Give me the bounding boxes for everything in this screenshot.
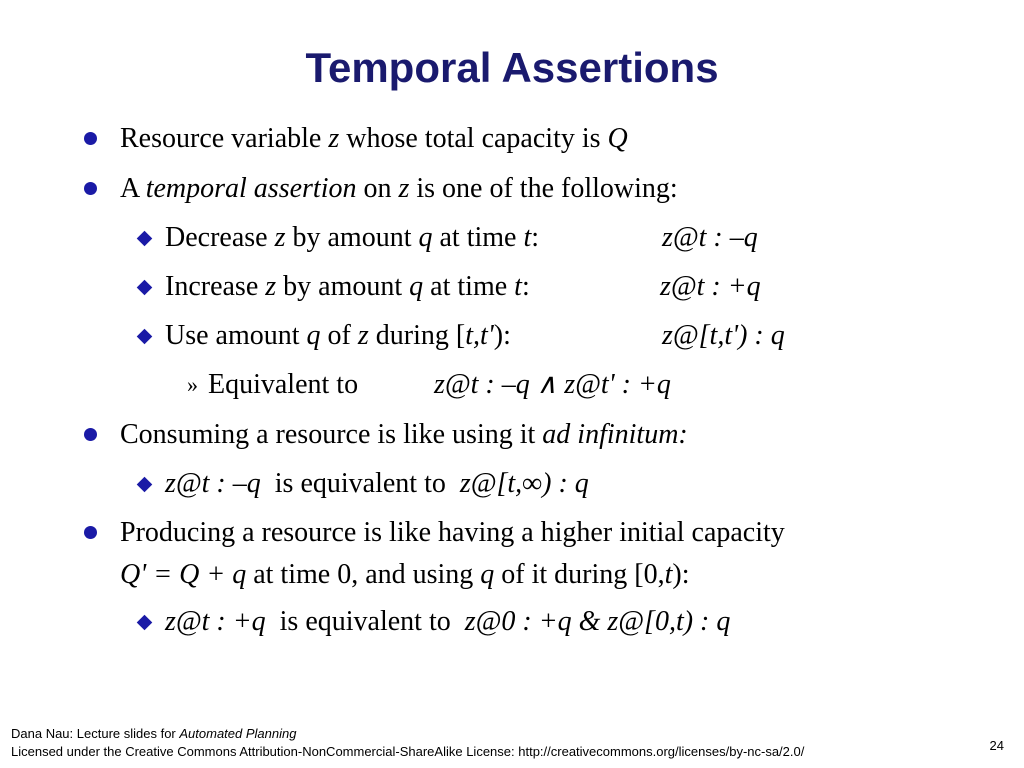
text: at time: [432, 222, 524, 253]
text: Decrease: [165, 222, 275, 253]
text: of it during [0,: [494, 559, 665, 590]
var-q: q: [409, 271, 424, 302]
footer-text: Dana Nau: Lecture slides for: [11, 726, 180, 741]
diamond-bullet-icon: [137, 615, 153, 631]
text: by amount: [285, 222, 419, 253]
text: ):: [672, 559, 690, 590]
sub-producing-equivalence: [165, 605, 730, 639]
text: Resource variable: [120, 123, 329, 154]
diamond-bullet-icon: [137, 231, 153, 247]
text: Increase: [165, 271, 266, 302]
var-z: z: [357, 320, 369, 351]
page-number: 24: [989, 738, 1004, 753]
bullet-dot: [84, 428, 97, 441]
text: :: [531, 222, 540, 253]
formula: z@t : +q: [165, 606, 266, 637]
emphasis: ad infinitum:: [542, 419, 688, 450]
var-z: z: [398, 173, 410, 204]
text: by amount: [276, 271, 410, 302]
bullet-dot: [84, 526, 97, 539]
var-t: t: [523, 222, 532, 253]
sub-increase: [165, 270, 530, 304]
formula: z@t : –q: [662, 222, 758, 253]
bullet-dot: [84, 132, 97, 145]
formula-equivalent: [434, 368, 671, 402]
text: ):: [493, 320, 511, 351]
text: at time 0, and using: [246, 559, 481, 590]
slide-title: Temporal Assertions: [305, 44, 719, 91]
text: Consuming a resource is like using it: [120, 419, 543, 450]
formula: Q' = Q + q: [120, 559, 247, 590]
text: :: [521, 271, 530, 302]
text: is equivalent to: [279, 606, 451, 637]
var-z: z: [265, 271, 277, 302]
bullet-producing-line2: [120, 558, 690, 592]
formula: z@t : –q: [165, 468, 261, 499]
footer-credit: [11, 726, 296, 742]
var-interval: t,t': [465, 320, 494, 351]
formula: z@t : +q: [660, 271, 761, 302]
raquo-bullet: »: [187, 372, 198, 397]
text: Use amount: [165, 320, 307, 351]
formula-decrease: [662, 221, 758, 255]
footer-license: Licensed under the Creative Commons Attribution-NonCommercial-ShareAlike License: http://creativecommons.org/licenses/by-nc-sa/2.0/: [11, 744, 805, 759]
formula: z@0 : +q & z@[0,t) : q: [464, 606, 731, 637]
text: whose total capacity is: [339, 123, 608, 154]
book-title: Automated Planning: [179, 726, 297, 741]
formula: z@[t,∞) : q: [459, 468, 589, 499]
formula: z@t : –q ∧ z@t' : +q: [434, 369, 671, 400]
text: A: [120, 173, 146, 204]
emphasis: temporal assertion: [145, 173, 357, 204]
diamond-bullet-icon: [137, 280, 153, 296]
text: on: [356, 173, 399, 204]
bullet-producing: Producing a resource is like having a higher initial capacity: [120, 517, 785, 548]
formula: z@[t,t') : q: [662, 320, 785, 351]
text: is equivalent to: [274, 468, 446, 499]
formula-increase: [660, 270, 761, 304]
equivalent-to-label: Equivalent to: [208, 369, 359, 400]
var-q: q: [480, 559, 495, 590]
diamond-bullet-icon: [137, 477, 153, 493]
bullet-dot: [84, 182, 97, 195]
var-z: z: [328, 123, 340, 154]
var-z: z: [274, 222, 286, 253]
var-q: q: [306, 320, 321, 351]
var-t: t: [514, 271, 522, 302]
diamond-bullet-icon: [137, 329, 153, 345]
bullet-temporal-assertion: [120, 172, 678, 206]
var-t: t: [664, 559, 673, 590]
bullet-consuming: [120, 418, 688, 452]
text: is one of the following:: [409, 173, 678, 204]
sub-consuming-equivalence: [165, 467, 589, 501]
sub-decrease: [165, 221, 539, 255]
text: during [: [368, 320, 466, 351]
bullet-resource-variable: [120, 122, 628, 156]
text: of: [320, 320, 358, 351]
formula-use: [662, 319, 785, 353]
text: at time: [423, 271, 515, 302]
var-q: q: [418, 222, 433, 253]
sub-use-amount: [165, 319, 511, 353]
var-Q: Q: [607, 123, 628, 154]
